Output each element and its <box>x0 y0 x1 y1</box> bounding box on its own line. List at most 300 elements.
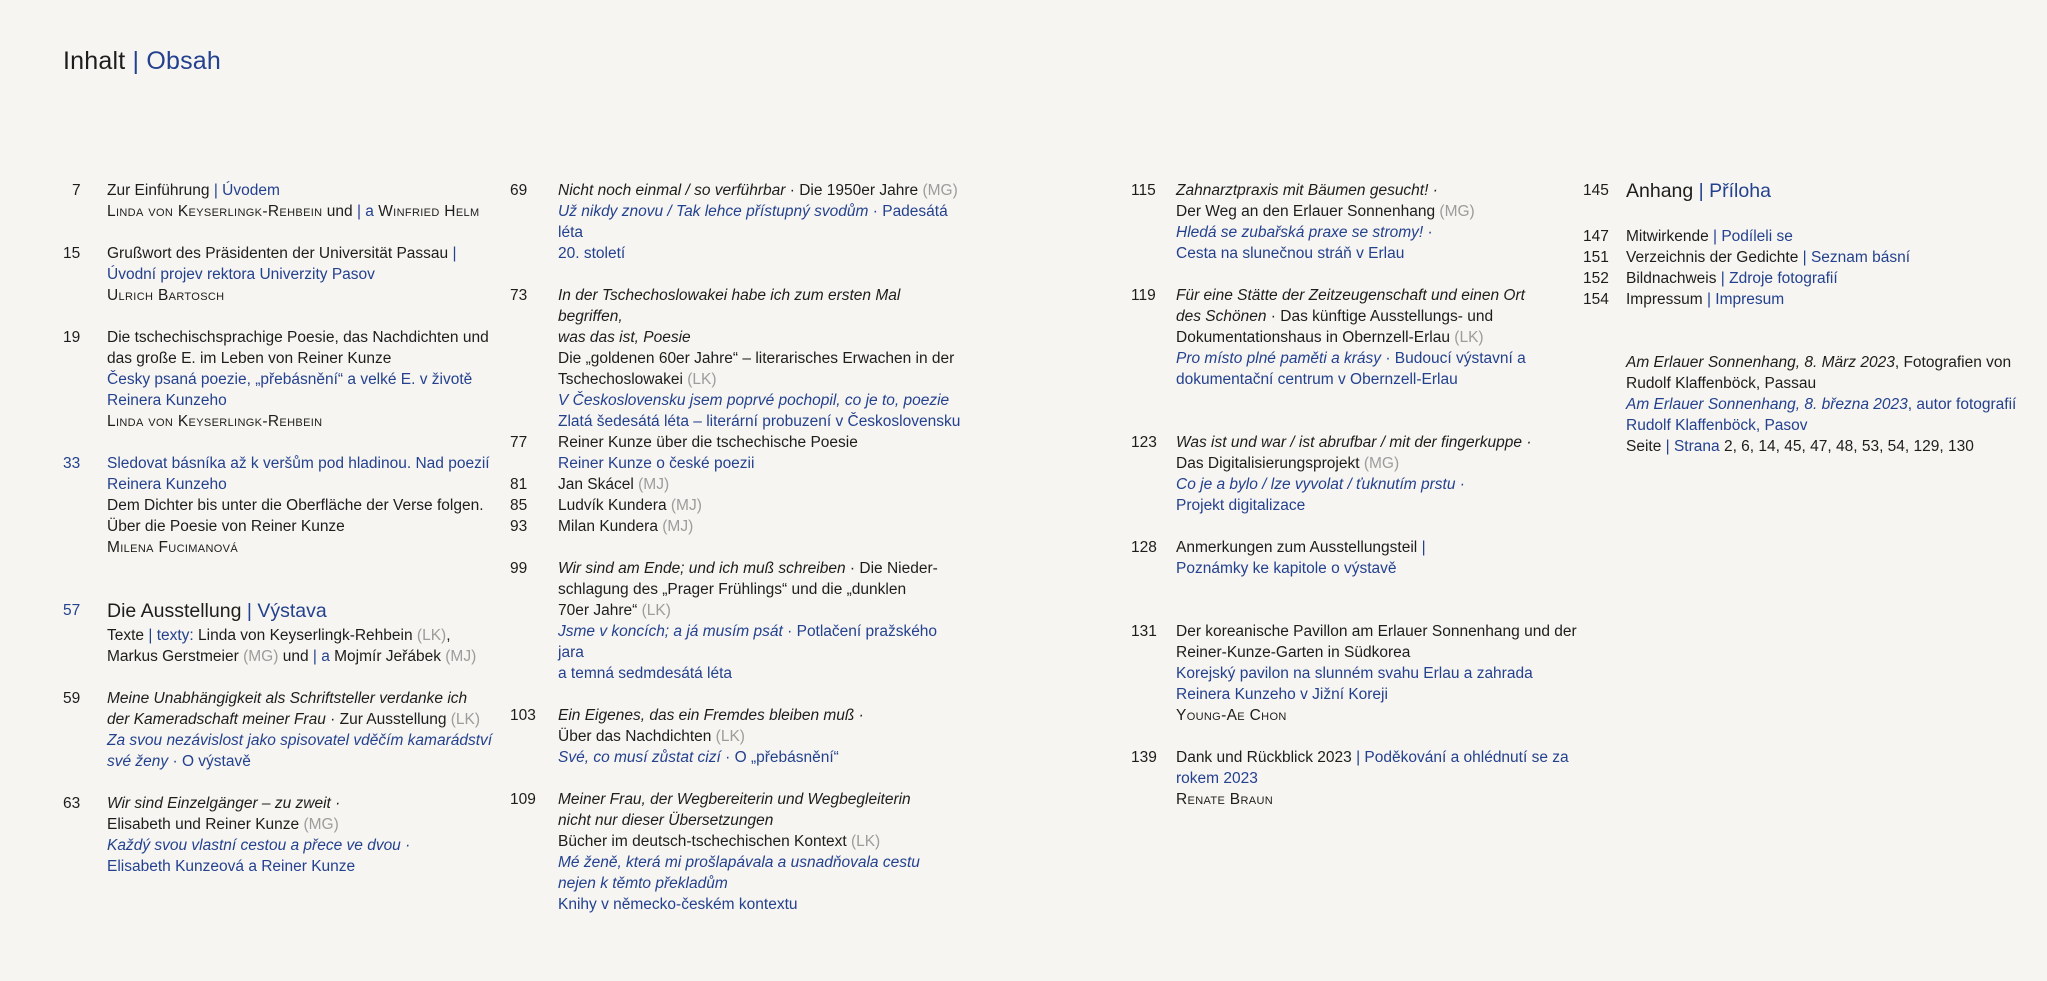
entry-page-number: 128 <box>1131 539 1157 556</box>
text-segment: · O „přebásnění“ <box>720 749 839 766</box>
text-segment: Seite <box>1626 438 1666 455</box>
toc-entry <box>63 793 495 877</box>
entry-line <box>558 705 962 726</box>
entry-lines <box>107 327 495 432</box>
text-segment: | Impresum <box>1706 291 1785 308</box>
entry-line <box>1626 352 2047 373</box>
entry-page-number: 123 <box>1131 434 1157 451</box>
entry-line <box>107 180 495 201</box>
text-segment: V Československu jsem poprvé pochopil, co je to, poezie <box>558 392 950 409</box>
text-segment: Už nikdy znovu / Tak lehce přístupný svodům <box>558 203 869 220</box>
text-segment: Wir sind Einzelgänger – zu zweit · <box>107 795 341 812</box>
text-segment: | texty: <box>148 627 199 644</box>
text-segment: Reinera Kunzeho <box>107 392 227 409</box>
entry-line <box>107 348 495 369</box>
text-segment: Linda von Keyserlingk-Rehbein <box>107 413 323 430</box>
entry-lines <box>107 243 495 306</box>
entry-lines <box>1626 268 2047 289</box>
entry-lines <box>558 789 962 915</box>
text-segment: Der koreanische Pavillon am Erlauer Sonnenhang und der <box>1176 623 1577 640</box>
entry-lines <box>1176 621 1591 726</box>
entry-line <box>1176 369 1591 390</box>
entry-lines <box>107 453 495 558</box>
toc-entry <box>510 558 962 684</box>
entry-line <box>1176 285 1591 306</box>
entry-line <box>558 516 962 537</box>
entry-line <box>1176 684 1591 705</box>
text-segment: Mé ženě, která mi prošlapávala a usnadňovala cestu <box>558 854 920 871</box>
text-segment: Rudolf Klaffenböck, Pasov <box>1626 417 1808 434</box>
text-segment: Pro místo plné paměti a krásy <box>1176 350 1382 367</box>
text-segment: Renate Braun <box>1176 791 1274 808</box>
entry-page-number: 81 <box>510 476 528 493</box>
entry-line <box>1176 495 1591 516</box>
toc-column <box>1131 180 1591 810</box>
entry-line <box>558 747 962 768</box>
text-segment: Am Erlauer Sonnenhang, 8. März 2023 <box>1626 354 1895 371</box>
entry-lines <box>1176 180 1591 264</box>
entry-line <box>107 646 495 667</box>
text-segment: | Seznam básní <box>1802 249 1911 266</box>
entry-page-number: 109 <box>510 791 536 808</box>
toc-entry <box>63 327 495 432</box>
text-segment: Reiner-Kunze-Garten in Südkorea <box>1176 644 1411 661</box>
entry-lines <box>107 600 495 667</box>
text-segment: Sledovat básníka až k veršům pod hladinou. Nad poezií <box>107 455 490 472</box>
toc-entry <box>510 516 962 537</box>
text-segment: Was ist und war / ist abrufbar / mit der fingerkuppe · <box>1176 434 1532 451</box>
entry-lines <box>558 705 962 768</box>
text-segment: 20. století <box>558 245 626 262</box>
entry-line <box>107 201 495 222</box>
entry-lines <box>558 474 962 495</box>
entry-line <box>107 814 495 835</box>
text-segment: Grußwort des Präsidenten der Universität Passau <box>107 245 453 262</box>
text-segment: Co je a bylo / lze vyvolat / ťuknutím prstu · <box>1176 476 1465 493</box>
text-segment: schlagung des „Prager Frühlings“ und die „dunklen <box>558 581 907 598</box>
entry-line <box>1626 289 2047 310</box>
entry-line <box>558 495 962 516</box>
text-segment: Korejský pavilon na slunném svahu Erlau a zahrada <box>1176 665 1533 682</box>
text-segment: Knihy v německo-českém kontextu <box>558 896 798 913</box>
toc-entry <box>1583 352 2047 457</box>
entry-line <box>1176 537 1591 558</box>
entry-line <box>1176 327 1591 348</box>
entry-line <box>558 600 962 621</box>
text-segment: Linda von Keyserlingk-Rehbein <box>198 627 417 644</box>
text-segment: Milan Kundera <box>558 518 663 535</box>
text-segment: Bücher im deutsch-tschechischen Kontext <box>558 833 851 850</box>
text-segment: Ludvík Kundera <box>558 497 671 514</box>
entry-lines <box>107 180 495 222</box>
text-segment: das große E. im Leben von Reiner Kunze <box>107 350 392 367</box>
entry-line <box>107 495 495 516</box>
text-segment: · Padesátá léta <box>558 203 948 241</box>
text-segment: (LK) <box>850 833 881 850</box>
text-segment: Reiner Kunze o české poezii <box>558 455 755 472</box>
text-segment: Česky psaná poezie, „přebásnění“ a velké E. v životě <box>107 371 473 388</box>
entry-lines <box>558 285 962 432</box>
entry-line <box>1176 306 1591 327</box>
text-segment: | Strana <box>1665 438 1724 455</box>
entry-page-number: 103 <box>510 707 536 724</box>
text-segment: Zahnarztpraxis mit Bäumen gesucht! · <box>1176 182 1438 199</box>
text-segment: Ulrich Bartosch <box>107 287 225 304</box>
entry-line <box>1626 394 2047 415</box>
entry-line <box>558 201 962 243</box>
text-segment: Elisabeth Kunzeová a Reiner Kunze <box>107 858 356 875</box>
entry-line <box>558 789 962 810</box>
text-segment: Úvodní projev rektora Univerzity Pasov <box>107 266 375 283</box>
text-segment: · Budoucí výstavní a <box>1381 350 1526 367</box>
entry-page-number: 147 <box>1583 228 1609 245</box>
text-segment: Reiner Kunze über die tschechische Poesie <box>558 434 858 451</box>
entry-line <box>558 474 962 495</box>
text-segment: Dokumentationshaus in Obernzell-Erlau <box>1176 329 1455 346</box>
entry-page-number: 15 <box>63 245 81 262</box>
toc-entry <box>63 600 495 667</box>
text-segment: Impressum <box>1626 291 1707 308</box>
entry-lines <box>1626 352 2047 457</box>
text-segment: , <box>446 627 451 644</box>
text-segment: (MJ) <box>445 648 477 665</box>
text-segment: Die tschechischsprachige Poesie, das Nachdichten und <box>107 329 489 346</box>
toc-entry <box>510 474 962 495</box>
text-segment: (LK) <box>416 627 447 644</box>
text-segment: Mojmír Jeřábek <box>334 648 446 665</box>
text-segment: (MJ) <box>670 497 702 514</box>
entry-line <box>558 180 962 201</box>
toc-entry <box>1583 180 2047 205</box>
entry-line <box>1176 642 1591 663</box>
entry-line <box>1626 268 2047 289</box>
text-segment: nejen k těmto překladům <box>558 875 728 892</box>
entry-lines <box>558 180 962 264</box>
text-segment: (LK) <box>450 711 481 728</box>
toc-entry <box>1583 289 2047 310</box>
entry-page-number: 119 <box>1131 287 1156 304</box>
entry-line <box>558 579 962 600</box>
text-segment: Tschechoslowakei <box>558 371 688 388</box>
entry-line <box>558 243 962 264</box>
entry-lines <box>1176 537 1591 579</box>
text-segment: Dank und Rückblick 2023 <box>1176 749 1357 766</box>
text-segment: · Potlačení pražského jara <box>558 623 938 661</box>
entry-line <box>558 432 962 453</box>
entry-line <box>1176 474 1591 495</box>
entry-line <box>107 411 495 432</box>
entry-page-number: 93 <box>510 518 528 535</box>
entry-page-number: 73 <box>510 287 528 304</box>
entry-line <box>1176 663 1591 684</box>
toc-entry <box>1131 537 1591 579</box>
text-segment: Reinera Kunzeho v Jižní Koreji <box>1176 686 1388 703</box>
entry-line <box>558 453 962 474</box>
entry-line <box>107 730 495 751</box>
text-segment: Verzeichnis der Gedichte <box>1626 249 1803 266</box>
text-segment: (MG) <box>1439 203 1475 220</box>
toc-entry <box>1131 180 1591 264</box>
entry-page-number: 85 <box>510 497 528 514</box>
toc-entry <box>63 453 495 558</box>
text-segment: Zlatá šedesátá léta – literární probuzení v Československu <box>558 413 961 430</box>
text-segment: Poznámky ke kapitole o výstavě <box>1176 560 1397 577</box>
entry-line <box>107 835 495 856</box>
entry-lines <box>1626 289 2047 310</box>
text-segment: (LK) <box>687 371 717 388</box>
text-segment: Elisabeth und Reiner Kunze <box>107 816 304 833</box>
entry-line <box>107 327 495 348</box>
text-segment: Hledá se zubařská praxe se stromy! · <box>1176 224 1433 241</box>
text-segment: · Zur Ausstellung <box>325 711 451 728</box>
text-segment: Über die Poesie von Reiner Kunze <box>107 518 345 535</box>
toc-entry <box>1583 268 2047 289</box>
page-title <box>63 46 221 76</box>
entry-line <box>558 663 962 684</box>
entry-line <box>1176 768 1591 789</box>
entry-line <box>1176 789 1591 810</box>
text-segment: Za svou nezávislost jako spisovatel vděčím kamarádství <box>107 732 493 749</box>
entry-line <box>107 516 495 537</box>
text-segment: (LK) <box>715 728 745 745</box>
text-segment: Die Ausstellung <box>107 600 247 622</box>
entry-page-number: 145 <box>1583 182 1609 199</box>
entry-line <box>107 688 495 709</box>
text-segment: · O výstavě <box>168 753 251 770</box>
text-segment: (MG) <box>243 648 283 665</box>
entry-page-number: 154 <box>1583 291 1609 308</box>
entry-line <box>558 810 962 831</box>
text-segment: | Podíleli se <box>1713 228 1793 245</box>
toc-entry <box>1131 285 1591 390</box>
entry-line <box>107 537 495 558</box>
entry-line <box>1176 201 1591 222</box>
text-segment: · Das künftige Ausstellungs- und <box>1266 308 1494 325</box>
entry-line <box>1176 222 1591 243</box>
text-segment: Každý svou vlastní cestou a přece ve dvou · <box>107 837 411 854</box>
text-segment: Über das Nachdichten <box>558 728 716 745</box>
text-segment: (MJ) <box>662 518 694 535</box>
text-segment: Anmerkungen zum Ausstellungsteil <box>1176 539 1422 556</box>
entry-line <box>558 285 962 327</box>
text-segment: Cesta na slunečnou stráň v Erlau <box>1176 245 1405 262</box>
toc-entry <box>1131 432 1591 516</box>
text-segment: nicht nur dieser Übersetzungen <box>558 812 774 829</box>
text-segment: | a <box>312 648 335 665</box>
entry-page-number: 151 <box>1583 249 1609 266</box>
text-segment: und <box>282 648 313 665</box>
toc-entry <box>1583 226 2047 247</box>
entry-line <box>1176 747 1591 768</box>
text-segment: Texte <box>107 627 149 644</box>
toc-entry <box>1131 747 1591 810</box>
entry-line <box>107 285 495 306</box>
text-segment: dokumentační centrum v Obernzell-Erlau <box>1176 371 1458 388</box>
entry-lines <box>1626 226 2047 247</box>
entry-line <box>558 558 962 579</box>
text-segment: Inhalt <box>63 47 133 75</box>
text-segment: | <box>1421 539 1426 556</box>
entry-page-number: 115 <box>1131 182 1156 199</box>
entry-lines <box>558 516 962 537</box>
text-segment: své ženy <box>107 753 169 770</box>
text-segment: (LK) <box>641 602 671 619</box>
toc-entry <box>1131 621 1591 726</box>
entry-lines <box>1176 285 1591 390</box>
toc-entry <box>63 688 495 772</box>
entry-lines <box>1626 247 2047 268</box>
entry-lines <box>107 688 495 772</box>
text-segment: (LK) <box>1454 329 1484 346</box>
entry-line <box>558 894 962 915</box>
text-segment: | Výstava <box>246 600 327 622</box>
toc-entry <box>63 180 495 222</box>
entry-lines <box>1176 432 1591 516</box>
text-segment: Wir sind am Ende; und ich muß schreiben <box>558 560 846 577</box>
text-segment: Linda von Keyserlingk-Rehbein <box>107 203 323 220</box>
entry-page-number: 7 <box>72 182 81 199</box>
entry-page-number: 99 <box>510 560 528 577</box>
entry-line <box>1176 348 1591 369</box>
text-segment: Milena Fucimanová <box>107 539 239 556</box>
entry-lines <box>1626 180 2047 205</box>
text-segment: was das ist, Poesie <box>558 329 691 346</box>
text-segment: Winfried Helm <box>378 203 480 220</box>
entry-page-number: 152 <box>1583 270 1609 287</box>
entry-line <box>1176 453 1591 474</box>
toc-entry <box>510 180 962 264</box>
text-segment: der Kameradschaft meiner Frau <box>107 711 326 728</box>
entry-line <box>107 751 495 772</box>
text-segment: Markus Gerstmeier <box>107 648 244 665</box>
text-segment: , autor fotografií <box>1907 396 2017 413</box>
entry-line <box>107 369 495 390</box>
entry-line <box>1176 621 1591 642</box>
entry-line <box>558 411 962 432</box>
text-segment: Své, co musí zůstat cizí <box>558 749 721 766</box>
toc-column <box>63 180 495 877</box>
text-segment: | Obsah <box>132 47 222 75</box>
text-segment: Rudolf Klaffenböck, Passau <box>1626 375 1817 392</box>
text-segment: Meine Unabhängigkeit als Schriftsteller verdanke ich <box>107 690 468 707</box>
entry-line <box>1176 243 1591 264</box>
text-segment: In der Tschechoslowakei habe ich zum ersten Mal begriffen, <box>558 287 901 325</box>
entry-line <box>558 831 962 852</box>
entry-line <box>107 625 495 646</box>
text-segment: , Fotografien von <box>1894 354 2012 371</box>
entry-page-number: 63 <box>63 795 81 812</box>
entry-line <box>107 453 495 474</box>
entry-lines <box>558 558 962 684</box>
text-segment: Meiner Frau, der Wegbereiterin und Wegbegleiterin <box>558 791 911 808</box>
entry-page-number: 59 <box>63 690 81 707</box>
text-segment: Young-Ae Chon <box>1176 707 1287 724</box>
text-segment: Mitwirkende <box>1626 228 1713 245</box>
entry-line <box>107 243 495 264</box>
toc-column <box>510 180 962 915</box>
entry-line <box>558 621 962 663</box>
text-segment: Der Weg an den Erlauer Sonnenhang <box>1176 203 1440 220</box>
entry-page-number: 69 <box>510 182 528 199</box>
text-segment: (MG) <box>1363 455 1400 472</box>
entry-lines <box>558 432 962 474</box>
entry-line <box>1626 373 2047 394</box>
toc-entry <box>510 789 962 915</box>
toc-entry <box>510 495 962 516</box>
toc-entry <box>1583 247 2047 268</box>
toc-column <box>1583 180 2047 457</box>
text-segment: Dem Dichter bis unter die Oberfläche der Verse folgen. <box>107 497 484 514</box>
text-segment: Reinera Kunzeho <box>107 476 227 493</box>
text-segment: Projekt digitalizace <box>1176 497 1306 514</box>
text-segment: Für eine Stätte der Zeitzeugenschaft und einen Ort <box>1176 287 1525 304</box>
entry-line <box>1176 180 1591 201</box>
text-segment: 2, 6, 14, 45, 47, 48, 53, 54, 129, 130 <box>1723 438 1974 455</box>
text-segment: (MG) <box>303 816 339 833</box>
text-segment: | Zdroje fotografií <box>1720 270 1838 287</box>
entry-line <box>1626 180 2047 203</box>
entry-lines <box>558 495 962 516</box>
text-segment: des Schönen <box>1176 308 1267 325</box>
text-segment: | Úvodem <box>213 182 280 199</box>
entry-line <box>107 474 495 495</box>
text-segment: und <box>322 203 357 220</box>
entry-page-number: 77 <box>510 434 528 451</box>
entry-line <box>1176 558 1591 579</box>
text-segment: (MJ) <box>638 476 670 493</box>
entry-line <box>558 852 962 873</box>
text-segment: | <box>452 245 457 262</box>
entry-line <box>107 390 495 411</box>
text-segment: Ein Eigenes, das ein Fremdes bleiben muß · <box>558 707 864 724</box>
toc-entry <box>510 432 962 474</box>
text-segment: | Příloha <box>1698 180 1771 202</box>
text-segment: Zur Einführung <box>107 182 214 199</box>
text-segment: (MG) <box>922 182 958 199</box>
entry-line <box>107 793 495 814</box>
entry-line <box>107 709 495 730</box>
entry-line <box>1626 415 2047 436</box>
text-segment: Am Erlauer Sonnenhang, 8. března 2023 <box>1626 396 1908 413</box>
entry-line <box>107 600 495 623</box>
entry-line <box>558 873 962 894</box>
toc-entry <box>63 243 495 306</box>
entry-line <box>558 726 962 747</box>
text-segment: Jan Skácel <box>558 476 639 493</box>
entry-line <box>107 856 495 877</box>
entry-lines <box>107 793 495 877</box>
text-segment: a temná sedmdesátá léta <box>558 665 733 682</box>
entry-lines <box>1176 747 1591 810</box>
entry-line <box>1626 436 2047 457</box>
text-segment: · Die 1950er Jahre <box>785 182 923 199</box>
entry-page-number: 19 <box>63 329 81 346</box>
entry-page-number: 131 <box>1131 623 1157 640</box>
entry-page-number: 33 <box>63 455 81 472</box>
text-segment: Jsme v koncích; a já musím psát <box>558 623 783 640</box>
text-segment: | Poděkování a ohlédnutí se za <box>1356 749 1569 766</box>
text-segment: rokem 2023 <box>1176 770 1258 787</box>
entry-line <box>558 369 962 390</box>
text-segment: Bildnachweis <box>1626 270 1721 287</box>
text-segment: | a <box>356 203 379 220</box>
toc-entry <box>510 705 962 768</box>
text-segment: Anhang <box>1626 180 1699 202</box>
entry-line <box>558 390 962 411</box>
text-segment: 70er Jahre“ <box>558 602 642 619</box>
entry-line <box>558 327 962 348</box>
toc-entry <box>510 285 962 432</box>
